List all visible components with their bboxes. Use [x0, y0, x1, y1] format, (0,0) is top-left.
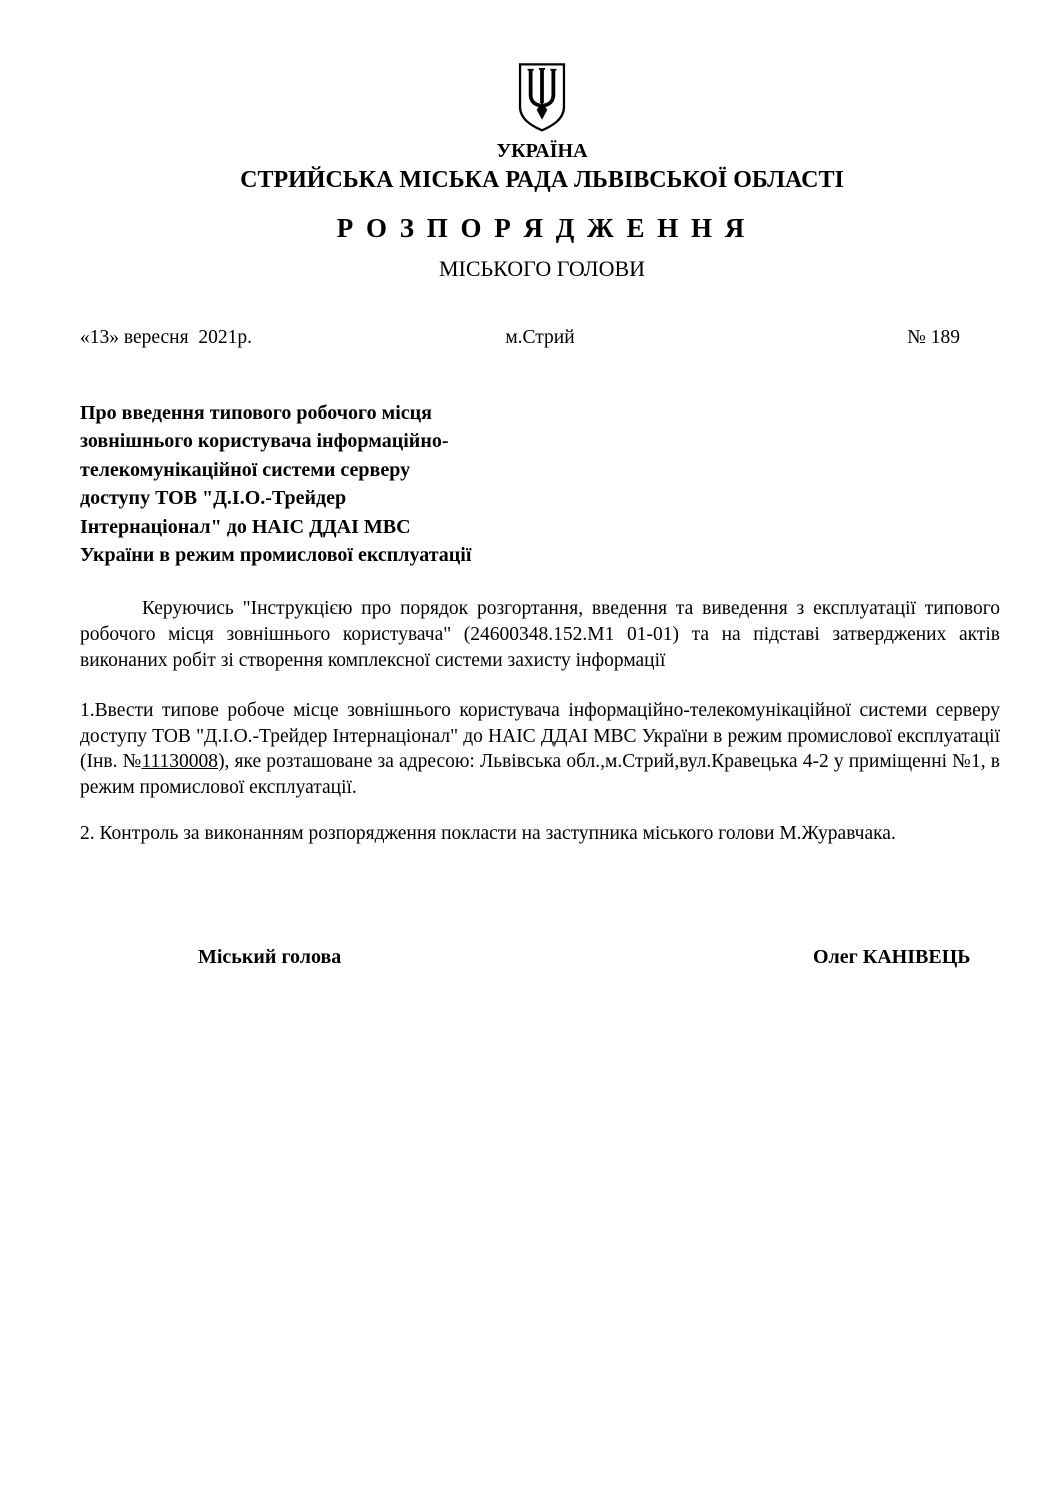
subject-line: зовнішнього користувача інформаційно- [80, 430, 449, 453]
meta-row [80, 327, 1000, 353]
document-body [80, 327, 1000, 974]
signer-title: Міський голова [198, 945, 342, 968]
subject-line: України в режим промислової експлуатації [80, 543, 472, 566]
item2-paragraph: 2. Контроль за виконанням розпорядження покласти на заступника міського голови М.Журавчака. [80, 822, 896, 844]
item1-text-after: ), яке розташоване за адресою: Львівська обл.,м.Стрий,вул.Кравецька 4-2 у приміщенні №1, в режим промислової експлуатації. [80, 751, 1000, 799]
document-subtype: МІСЬКОГО ГОЛОВИ [438, 255, 646, 281]
subject-line: Інтернаціонал" до НАІС ДДАІ МВС [80, 515, 411, 538]
issuing-authority: СТРИЙСЬКА МІСЬКА РАДА ЛЬВІВСЬКОЇ ОБЛАСТІ [240, 167, 844, 193]
document-type-title: Р О З П О Р Я Д Ж Е Н Н Я [336, 212, 748, 243]
subject-line: доступу ТОВ "Д.І.О.-Трейдер [80, 487, 347, 510]
country-name: УКРАЇНА [496, 140, 588, 162]
document-place: м.Стрий [505, 326, 575, 348]
item1-paragraph [80, 698, 1000, 801]
item1-inventory-number: 11130008 [141, 751, 219, 773]
document-date: «13» вересня 2021р. [80, 326, 252, 348]
subject-line: телекомунікаційної системи серверу [80, 458, 411, 481]
signature-row [80, 946, 1000, 974]
ukraine-trident-shield-icon [517, 62, 567, 132]
subject-line: Про введення типового робочого місця [80, 401, 432, 424]
item1-text-before: 1.Ввести типове робоче місце зовнішнього користувача інформаційно-телекомунікаційної системи серверу доступу ТОВ "Д.І.О.-Трейдер Інтернаціонал" до НАІС ДДАІ МВС України в режим промислової експлуатації (Інв. № [80, 699, 1000, 773]
document-number: № 189 [907, 326, 960, 348]
preamble-paragraph: Керуючись "Інструкцією про порядок розгортання, введення та виведення з експлуатації типового робочого місця зовнішнього користувача" (24600348.152.М1 01-01) та на підставі затверджених актів виконаних робіт зі створення комплексної системи захисту інформації [80, 598, 1000, 671]
subject-block [80, 399, 525, 569]
document-header [13, 0, 1058, 281]
signer-name: Олег КАНІВЕЦЬ [813, 945, 971, 968]
